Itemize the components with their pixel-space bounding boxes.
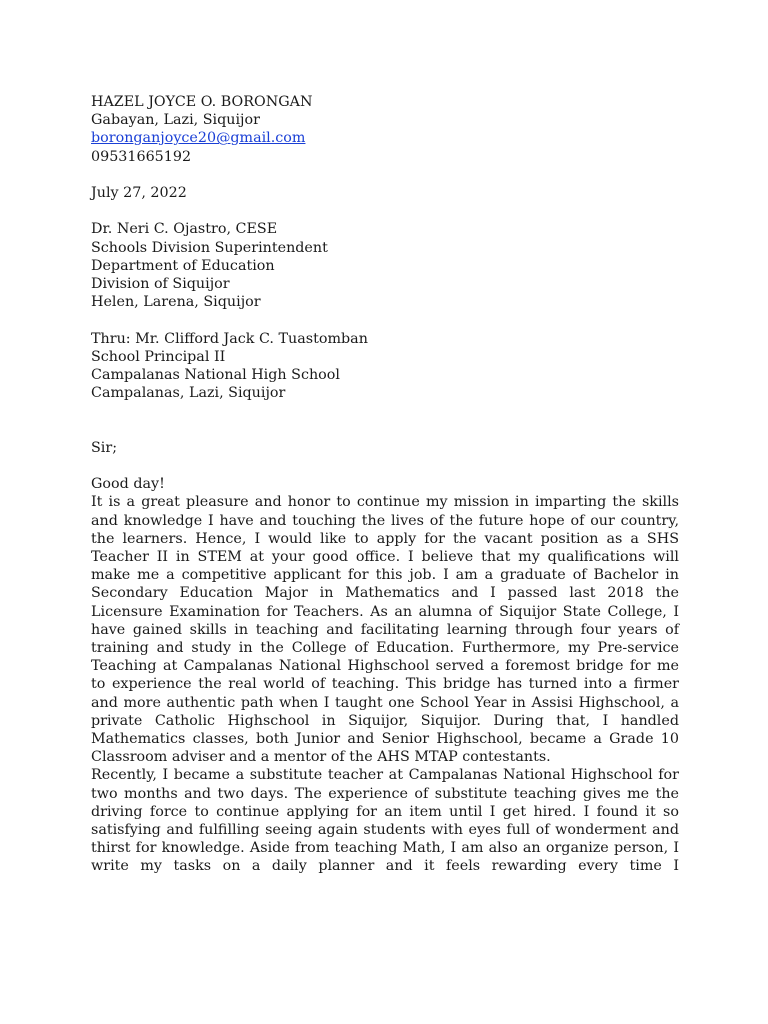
paragraph-line: write my tasks on a daily planner and it feels rewarding every time I: [91, 858, 679, 875]
paragraph-line: and knowledge I have and touching the lives of the future hope of our country,: [91, 512, 679, 529]
letter-date: July 27, 2022: [91, 185, 187, 201]
thru-block: [91, 330, 679, 403]
paragraph-line: the learners. Hence, I would like to apply for the vacant position as a SHS: [91, 530, 679, 547]
paragraph-line: have gained skills in teaching and facilitating learning through four years of: [91, 621, 679, 638]
paragraph-line: and more authentic path when I taught one School Year in Assisi Highschool, a: [91, 694, 679, 711]
body-paragraph-1: [91, 493, 679, 766]
paragraph-line: training and study in the College of Education. Furthermore, my Pre-service: [91, 640, 679, 657]
paragraph-line: two months and two days. The experience of substitute teaching gives me the: [91, 785, 679, 802]
paragraph-line: Teacher II in STEM at your good office. I believe that my qualifications will: [91, 549, 679, 565]
paragraph-line: Classroom adviser and a mentor of the AHS MTAP contestants.: [91, 749, 551, 766]
paragraph-line: to experience the real world of teaching. This bridge has turned into a firmer: [91, 676, 679, 693]
paragraph-line: make me a competitive applicant for this job. I am a graduate of Bachelor in: [91, 567, 679, 584]
paragraph-line: driving force to continue applying for an item until I get hired. I found it so: [91, 803, 679, 820]
paragraph-line: private Catholic Highschool in Siquijor, Siquijor. During that, I handled: [91, 712, 679, 729]
salutation: Sir;: [91, 439, 118, 456]
greeting: Good day!: [91, 476, 165, 493]
cover-letter: [91, 93, 679, 876]
sender-name: HAZEL JOYCE O. BORONGAN: [91, 94, 313, 110]
recipient-name: Dr. Neri C. Ojastro, CESE: [91, 221, 278, 238]
salutation-block: [91, 439, 679, 457]
sender-address: Gabayan, Lazi, Siquijor: [91, 112, 260, 129]
thru-school: Campalanas National High School: [91, 367, 340, 383]
thru-title: School Principal II: [91, 348, 226, 365]
sender-phone: 09531665192: [91, 148, 192, 165]
paragraph-line: Mathematics classes, both Junior and Senior Highschool, became a Grade 10: [91, 731, 679, 748]
paragraph-line: Teaching at Campalanas National Highschool served a foremost bridge for me: [91, 658, 679, 675]
paragraph-line: thirst for knowledge. Aside from teaching Math, I am also an organize person, I: [91, 840, 679, 857]
date-block: [91, 184, 679, 202]
paragraph-line: Licensure Examination for Teachers. As an alumna of Siquijor State College, I: [91, 603, 679, 620]
recipient-title: Schools Division Superintendent: [91, 239, 328, 256]
paragraph-line: Secondary Education Major in Mathematics and I passed last 2018 the: [91, 585, 679, 602]
sender-email-link[interactable]: boronganjoyce20@gmail.com: [91, 130, 306, 147]
paragraph-line: satisfying and fulfilling seeing again students with eyes full of wonderment and: [91, 822, 679, 839]
paragraph-line: It is a great pleasure and honor to continue my mission in imparting the skills: [91, 494, 679, 511]
body-paragraph-2: [91, 766, 679, 875]
thru-name: Thru: Mr. Clifford Jack C. Tuastomban: [91, 330, 368, 347]
recipient-address: Helen, Larena, Siquijor: [91, 294, 261, 311]
paragraph-line: Recently, I became a substitute teacher at Campalanas National Highschool for: [91, 767, 679, 784]
thru-address: Campalanas, Lazi, Siquijor: [91, 385, 286, 402]
recipient-block: [91, 220, 679, 311]
greeting-block: [91, 475, 679, 493]
sender-block: [91, 93, 679, 166]
recipient-division: Division of Siquijor: [91, 276, 230, 292]
recipient-department: Department of Education: [91, 257, 275, 274]
